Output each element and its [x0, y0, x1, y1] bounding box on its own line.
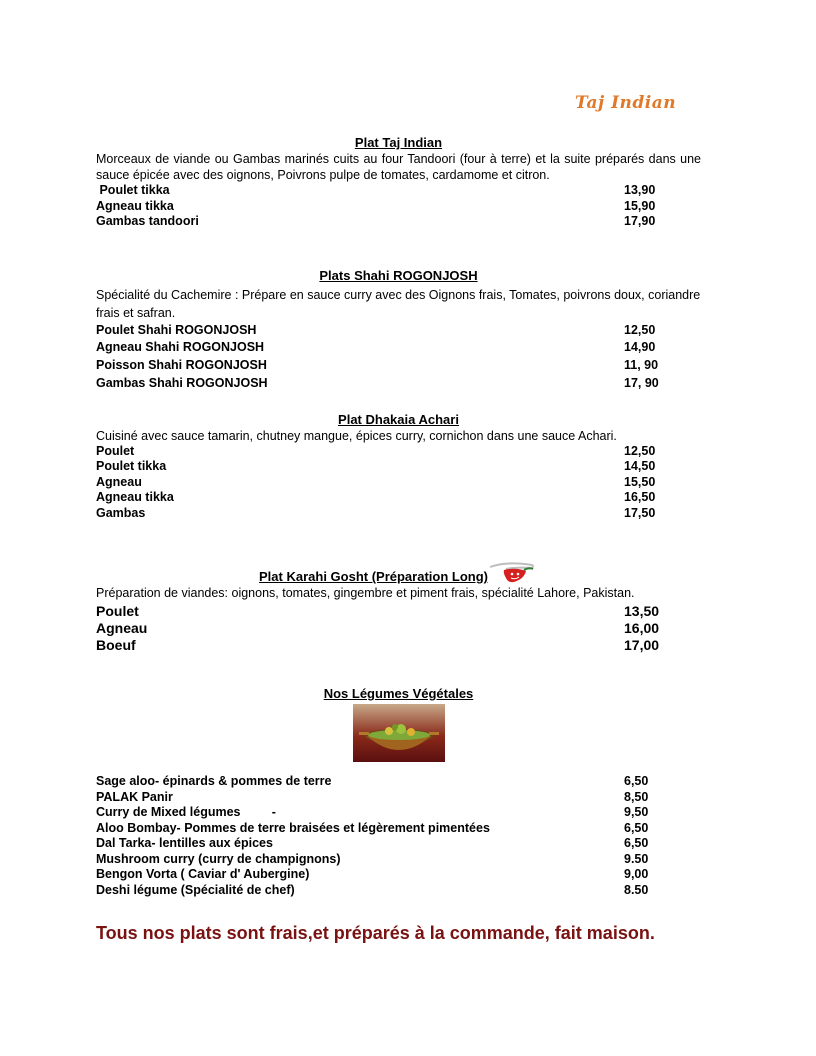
menu-item [96, 214, 701, 230]
menu-item [96, 375, 701, 393]
section-title-legumes: Nos Légumes Végétales [323, 686, 474, 702]
menu-item [96, 183, 701, 199]
menu-item [96, 852, 701, 868]
menu-item [96, 620, 701, 637]
section-title-karahi-text: Plat Karahi Gosht (Préparation Long) [259, 569, 488, 585]
item-price: 8,50 [624, 789, 649, 804]
item-name: Agneau [96, 620, 148, 637]
menu-item [96, 821, 701, 837]
menu-item [96, 199, 701, 215]
menu-item [96, 805, 701, 821]
item-name: Gambas tandoori [96, 214, 199, 228]
section-title-rogonjosh: Plats Shahi ROGONJOSH [319, 267, 478, 283]
item-price: 14,50 [624, 459, 656, 474]
item-price: 15,50 [624, 474, 656, 489]
item-name: Poulet tikka [96, 459, 167, 474]
item-name: Agneau tikka [96, 198, 174, 213]
item-price: 16,00 [624, 620, 660, 637]
menu-item [96, 490, 701, 506]
item-name: Poulet [96, 443, 135, 458]
item-price: 14,90 [624, 340, 656, 355]
item-price: 17, 90 [624, 375, 659, 390]
item-price: 6,50 [624, 836, 649, 851]
item-price: 6,50 [624, 820, 649, 835]
menu-item [96, 459, 701, 475]
item-price: 12,50 [624, 322, 656, 337]
item-name: Boeuf [96, 637, 136, 654]
item-name: Poulet tikka [96, 183, 170, 197]
item-price: 9.50 [624, 851, 649, 866]
item-name: Gambas [96, 505, 146, 520]
section-desc-karahi: Préparation de viandes: oignons, tomates, gingembre et piment frais, spécialité Lahore, Pakistan. [96, 586, 635, 601]
menu-item [96, 637, 701, 654]
menu-item [96, 774, 701, 790]
menu-item [96, 444, 701, 460]
item-name: Agneau tikka [96, 490, 174, 505]
chili-pepper-icon [486, 561, 538, 585]
item-price: 8.50 [624, 882, 649, 897]
menu-item [96, 883, 701, 899]
item-name: Curry de Mixed légumes - [96, 805, 276, 820]
item-name: Poisson Shahi ROGONJOSH [96, 358, 267, 373]
menu-item [96, 506, 701, 522]
menu-content [96, 135, 701, 944]
item-price: 17,90 [624, 214, 656, 228]
item-price: 13,90 [624, 183, 656, 197]
item-name: Mushroom curry (curry de champignons) [96, 851, 341, 866]
item-price: 13,50 [624, 603, 660, 620]
item-price: 9,50 [624, 805, 649, 820]
menu-item [96, 357, 701, 375]
menu-item [96, 475, 701, 491]
item-name: Poulet [96, 603, 139, 620]
menu-item [96, 322, 701, 340]
item-name: Bengon Vorta ( Caviar d' Aubergine) [96, 867, 310, 882]
item-price: 6,50 [624, 774, 649, 789]
curry-bowl-image [353, 704, 445, 762]
item-name: PALAK Panir [96, 789, 173, 804]
item-name: Poulet Shahi ROGONJOSH [96, 322, 257, 337]
item-name: Agneau [96, 474, 142, 489]
section-title-achari: Plat Dhakaia Achari [338, 411, 459, 427]
menu-item [96, 867, 701, 883]
menu-item [96, 836, 701, 852]
item-price: 17,50 [624, 505, 656, 520]
section-desc-achari: Cuisiné avec sauce tamarin, chutney mangue, épices curry, cornichon dans une sauce Achari. [96, 428, 617, 443]
section-title-tandoori: Plat Taj Indian [354, 135, 443, 150]
item-price: 9,00 [624, 867, 649, 882]
item-name: Aloo Bombay- Pommes de terre braisées et légèrement pimentées [96, 820, 490, 835]
section-desc-rogonjosh: Spécialité du Cachemire : Prépare en sauce curry avec des Oignons frais, Tomates, poivrons doux, coriandre frais et safran. [96, 287, 701, 320]
menu-item [96, 339, 701, 357]
item-price: 17,00 [624, 637, 660, 654]
item-name: Sage aloo- épinards & pommes de terre [96, 774, 332, 789]
item-price: 16,50 [624, 490, 656, 505]
section-title-karahi [96, 561, 701, 585]
item-name: Gambas Shahi ROGONJOSH [96, 375, 268, 390]
brand-logo: Taj Indian [575, 93, 677, 113]
item-name: Dal Tarka- lentilles aux épices [96, 836, 273, 851]
item-price: 15,90 [624, 198, 656, 213]
footer-note: Tous nos plats sont frais,et préparés à la commande, fait maison. [96, 923, 655, 944]
menu-item [96, 603, 701, 620]
item-price: 11, 90 [624, 358, 659, 373]
item-name: Agneau Shahi ROGONJOSH [96, 340, 265, 355]
item-name: Deshi légume (Spécialité de chef) [96, 882, 295, 897]
menu-item [96, 790, 701, 806]
item-price: 12,50 [624, 443, 656, 458]
section-desc-tandoori: Morceaux de viande ou Gambas marinés cuits au four Tandoori (four à terre) et la suite préparés dans une sauce épicée avec des oignons, Poivrons pulpe de tomates, cardamome et citron. [96, 152, 701, 182]
